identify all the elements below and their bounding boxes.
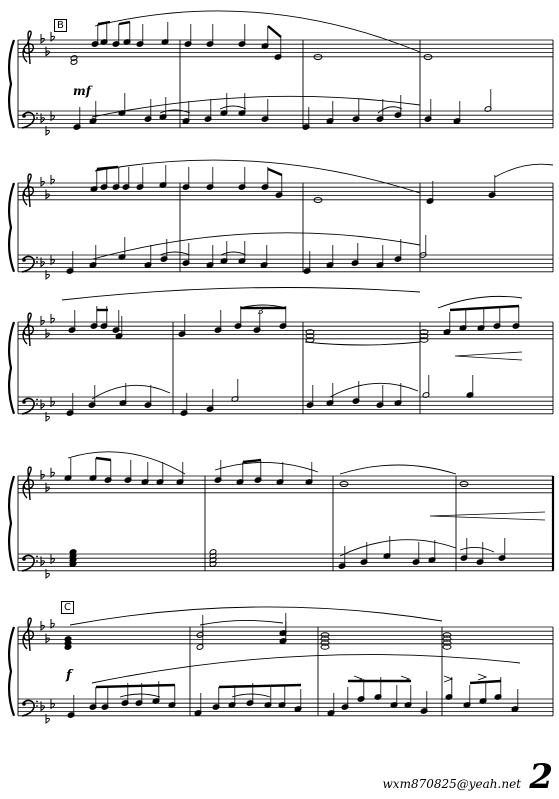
slur [340,465,456,474]
beam [96,685,175,687]
brace [9,40,14,128]
slur [200,620,283,625]
flat-sign [51,255,54,264]
bass-clef-dot [22,702,26,706]
flat-sign [46,714,49,723]
slur [232,694,270,697]
beam [119,22,130,24]
treble-clef [23,618,33,651]
brace [9,476,14,571]
slur [120,694,160,697]
flat-sign [51,32,54,41]
beam [243,460,261,462]
rehearsal-mark-c: C [61,601,74,614]
flat-sign [41,257,44,266]
flat-sign [51,468,54,477]
flat-sign [46,329,49,338]
flat-sign [51,699,54,708]
flat-sign [41,556,44,565]
slur [95,11,420,52]
slur [95,160,420,193]
flat-sign [46,126,49,135]
brace [9,322,14,414]
slur [92,655,520,683]
accent-mark [444,676,452,682]
bass-clef-dot [22,114,26,118]
flat-sign [46,47,49,56]
crescendo-hairpin [455,352,522,360]
treble-clef [23,174,33,207]
flat-sign [41,621,44,630]
flat-sign [41,34,44,43]
flat-sign [51,314,54,323]
treble-clef [23,313,33,346]
crescendo-hairpin [430,512,545,520]
bass-clef-dot [36,117,38,119]
dynamic-forte: f [66,668,72,683]
slur [495,164,553,177]
bass-clef-dot [36,261,38,263]
flat-sign [51,111,54,120]
flat-sign [51,554,54,563]
slur [460,547,494,552]
beam [268,169,282,175]
accent-mark [478,674,486,680]
flat-sign [46,483,49,492]
page-number: 2 [529,757,553,797]
slur [221,252,246,255]
flat-sign [41,701,44,710]
slur [92,96,420,117]
bass-clef-dot [36,705,38,707]
beam [268,26,281,37]
bass-clef-dot [36,113,38,115]
flat-sign [41,399,44,408]
beam [96,458,111,460]
treble-clef [23,467,33,500]
flat-sign [41,470,44,479]
bass-clef-dot [36,556,38,558]
flat-sign [51,175,54,184]
flat-sign [46,270,49,279]
slur [160,252,190,255]
beam [450,306,519,310]
flat-sign [46,190,49,199]
footer-credit: wxm870825@yeah.net [382,777,521,791]
bass-clef-dot [22,557,26,561]
flat-sign [46,412,49,421]
beam [470,681,501,683]
flat-sign [41,113,44,122]
bass-clef-dot [36,257,38,259]
slur [340,540,456,556]
brace [9,627,14,716]
flat-sign [51,397,54,406]
bass-clef-dot [36,399,38,401]
flat-sign [41,177,44,186]
flat-sign [46,634,49,643]
flat-sign [51,619,54,628]
slur [62,288,420,301]
bass-clef-dot [22,258,26,262]
brace [9,183,14,272]
slur [70,607,442,625]
bass-clef-dot [36,403,38,405]
triplet-marker: 3 [258,307,264,317]
treble-clef [23,31,33,64]
flat-sign [41,316,44,325]
rehearsal-mark-b: B [54,19,67,32]
slur [215,462,318,472]
slur [68,452,185,474]
slur [305,342,420,345]
bass-clef-dot [22,400,26,404]
slur [330,383,418,397]
slur [160,110,190,113]
bass-clef-dot [36,701,38,703]
bass-clef-dot [36,560,38,562]
flat-sign [46,569,49,578]
dynamic-mezzo-forte: mf [73,84,91,98]
beam [219,685,301,687]
slur [220,106,246,109]
